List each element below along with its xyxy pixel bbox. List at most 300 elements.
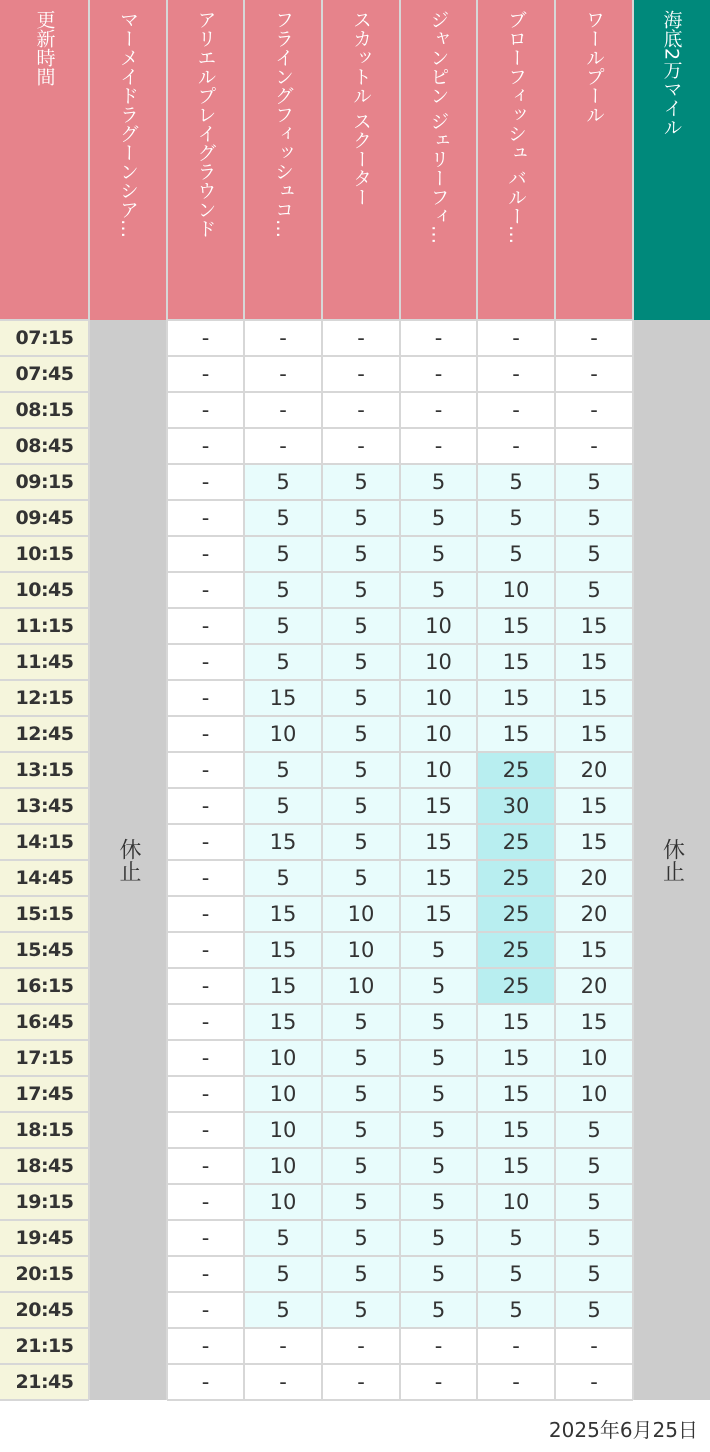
row-divider [0,859,89,861]
wait-time-cell: 5 [322,608,400,644]
wait-time-cell: 5 [322,1256,400,1292]
row-divider [0,499,89,501]
wait-time-cell: 5 [400,1004,477,1040]
row-divider [0,1327,89,1329]
row-divider [167,1363,633,1365]
time-cell: 18:15 [0,1112,89,1148]
attraction-name: スカットル スクーター [350,10,372,207]
column-header-attraction [322,0,400,320]
time-cell: 13:15 [0,752,89,788]
wait-time-cell: 5 [244,572,322,608]
wait-time-cell: 15 [477,680,555,716]
wait-time-cell: 10 [244,1112,322,1148]
attraction-name: マーメイドラグーンシア … [116,10,140,300]
wait-time-cell: 5 [322,500,400,536]
wait-time-cell: - [244,428,322,464]
wait-time-cell: 10 [400,644,477,680]
wait-time-cell: 5 [322,1112,400,1148]
row-divider [0,571,89,573]
wait-time-cell: 5 [322,860,400,896]
time-cell: 09:15 [0,464,89,500]
wait-time-cell: 10 [322,968,400,1004]
wait-time-cell: 10 [477,572,555,608]
column-header-attraction [244,0,322,320]
wait-time-cell: 5 [322,1040,400,1076]
row-divider [0,1147,89,1149]
wait-time-cell: 15 [244,932,322,968]
wait-time-cell: 5 [400,1112,477,1148]
wait-time-cell: - [244,356,322,392]
closed-status-block: 休止 [633,320,710,1400]
wait-time-cell: 5 [322,1184,400,1220]
row-divider [0,355,89,357]
wait-time-cell: 5 [555,536,633,572]
row-divider [167,643,633,645]
wait-time-cell: - [322,356,400,392]
wait-time-cell: 5 [555,1220,633,1256]
row-divider [167,751,633,753]
row-divider [0,427,89,429]
wait-time-cell: 5 [555,572,633,608]
wait-time-cell: 10 [400,680,477,716]
wait-time-cell: - [167,1004,244,1040]
wait-time-cell: 5 [244,500,322,536]
attraction-name: 海底2万マイル [660,10,683,137]
row-divider [0,679,89,681]
row-divider [167,463,633,465]
wait-time-cell: 10 [555,1040,633,1076]
wait-time-cell: 15 [555,824,633,860]
wait-time-cell: - [322,428,400,464]
wait-time-cell: 5 [322,716,400,752]
wait-time-cell: 15 [555,716,633,752]
column-divider [166,0,168,1400]
wait-time-cell: - [244,1364,322,1400]
row-divider [0,751,89,753]
row-divider [0,715,89,717]
wait-time-cell: 25 [477,824,555,860]
row-divider [0,1075,89,1077]
wait-time-cell: 5 [322,752,400,788]
wait-time-cell: 5 [322,680,400,716]
wait-time-cell: - [244,392,322,428]
wait-time-cell: - [167,716,244,752]
wait-time-cell: - [477,320,555,356]
row-divider [167,571,633,573]
wait-time-cell: 5 [244,1256,322,1292]
column-divider [321,0,323,1400]
wait-time-cell: 5 [555,1292,633,1328]
wait-time-cell: 5 [322,1148,400,1184]
column-header-time [0,0,89,320]
column-divider [243,0,245,1400]
wait-time-cell: 25 [477,860,555,896]
time-cell: 08:15 [0,392,89,428]
row-divider [167,895,633,897]
column-header-label: 更新時間 [33,10,56,86]
attraction-name: フライングフィッシュコ … [271,10,295,300]
column-divider [88,0,90,1400]
wait-time-cell: - [167,1184,244,1220]
column-header-attraction [633,0,710,320]
column-header-attraction [400,0,477,320]
wait-time-cell: 5 [322,644,400,680]
wait-time-cell: 10 [400,752,477,788]
column-header-attraction [89,0,167,320]
row-divider [167,967,633,969]
row-divider [167,1003,633,1005]
wait-time-cell: 20 [555,896,633,932]
time-cell: 17:15 [0,1040,89,1076]
wait-time-cell: 15 [555,680,633,716]
wait-time-cell: - [477,1328,555,1364]
wait-time-cell: 25 [477,932,555,968]
row-divider [167,1039,633,1041]
wait-time-cell: - [167,680,244,716]
wait-time-cell: 5 [244,788,322,824]
row-divider [167,1111,633,1113]
wait-time-cell: - [167,356,244,392]
wait-time-cell: - [167,536,244,572]
wait-time-cell: - [322,392,400,428]
row-divider [167,391,633,393]
time-cell: 11:15 [0,608,89,644]
wait-time-cell: 5 [555,1184,633,1220]
row-divider [0,463,89,465]
wait-time-cell: - [555,320,633,356]
wait-time-cell: 5 [244,536,322,572]
wait-time-cell: 5 [400,1076,477,1112]
wait-time-cell: 5 [400,932,477,968]
wait-time-cell: 5 [322,536,400,572]
wait-time-cell: 25 [477,752,555,788]
row-divider [167,679,633,681]
time-cell: 19:45 [0,1220,89,1256]
row-divider [0,787,89,789]
wait-time-cell: 5 [244,860,322,896]
row-divider [167,787,633,789]
wait-time-cell: - [167,1364,244,1400]
wait-time-cell: - [167,428,244,464]
attraction-name: ブローフィッシュ バルー … [504,10,528,300]
wait-time-cell: 15 [244,824,322,860]
wait-time-cell: - [167,788,244,824]
wait-time-cell: 10 [322,932,400,968]
wait-time-cell: 10 [244,716,322,752]
wait-time-cell: 5 [400,968,477,1004]
wait-time-cell: - [477,392,555,428]
wait-time-cell: - [322,1328,400,1364]
wait-time-cell: 10 [400,716,477,752]
wait-time-cell: 15 [477,644,555,680]
wait-time-cell: - [555,428,633,464]
column-header-attraction [477,0,555,320]
update-date: 2025年6月25日 [548,1418,698,1442]
time-cell: 10:45 [0,572,89,608]
wait-time-cell: 10 [477,1184,555,1220]
row-divider [167,607,633,609]
wait-time-cell: 5 [322,1076,400,1112]
row-divider [167,427,633,429]
wait-time-cell: 10 [244,1076,322,1112]
wait-time-cell: 15 [477,1112,555,1148]
wait-time-cell: - [322,1364,400,1400]
wait-time-cell: 15 [400,860,477,896]
wait-time-cell: - [555,1364,633,1400]
wait-time-cell: 5 [322,464,400,500]
wait-time-cell: 5 [400,1184,477,1220]
row-divider [0,1255,89,1257]
wait-time-cell: 15 [555,1004,633,1040]
wait-time-cell: 5 [555,1148,633,1184]
wait-time-cell: - [555,356,633,392]
wait-time-cell: 30 [477,788,555,824]
wait-time-cell: 10 [244,1148,322,1184]
wait-time-cell: 15 [400,824,477,860]
wait-time-cell: 15 [400,896,477,932]
wait-time-cell: 5 [322,572,400,608]
wait-time-cell: - [167,608,244,644]
row-divider [0,391,89,393]
time-cell: 20:15 [0,1256,89,1292]
time-cell: 15:15 [0,896,89,932]
time-cell: 14:45 [0,860,89,896]
wait-time-cell: - [167,968,244,1004]
time-cell: 07:45 [0,356,89,392]
wait-time-cell: - [167,464,244,500]
wait-time-cell: 5 [244,464,322,500]
wait-time-cell: 10 [244,1184,322,1220]
column-header-attraction [167,0,244,320]
wait-time-cell: - [167,500,244,536]
wait-time-cell: 5 [477,1292,555,1328]
wait-time-cell: - [400,428,477,464]
wait-time-cell: 5 [244,1292,322,1328]
wait-time-cell: 25 [477,896,555,932]
wait-time-cell: - [167,1220,244,1256]
row-divider [0,607,89,609]
wait-time-cell: - [167,896,244,932]
row-divider [167,1255,633,1257]
time-cell: 15:45 [0,932,89,968]
row-divider [167,1327,633,1329]
wait-time-cell: 15 [477,1040,555,1076]
wait-time-cell: 15 [244,1004,322,1040]
wait-time-cell: 15 [400,788,477,824]
wait-time-cell: 5 [555,1256,633,1292]
row-divider [0,535,89,537]
wait-time-cell: 15 [555,644,633,680]
wait-time-cell: - [167,752,244,788]
column-divider [476,0,478,1400]
time-cell: 10:15 [0,536,89,572]
wait-time-cell: 10 [555,1076,633,1112]
row-divider [0,1039,89,1041]
row-divider [167,499,633,501]
wait-time-cell: 5 [400,500,477,536]
time-cell: 21:15 [0,1328,89,1364]
wait-time-cell: 5 [400,1292,477,1328]
time-cell: 08:45 [0,428,89,464]
wait-time-cell: 5 [400,464,477,500]
wait-time-cell: 5 [477,1256,555,1292]
wait-time-cell: 10 [400,608,477,644]
wait-time-cell: 25 [477,968,555,1004]
attraction-name: アリエルプレイグラウンド [194,10,217,238]
wait-time-cell: - [555,392,633,428]
wait-time-cell: 5 [477,464,555,500]
wait-time-cell: 5 [400,1220,477,1256]
wait-time-cell: - [167,860,244,896]
wait-time-cell: 5 [244,752,322,788]
wait-time-cell: 5 [322,1004,400,1040]
wait-time-cell: - [167,644,244,680]
wait-time-cell: - [167,1328,244,1364]
row-divider [167,355,633,357]
wait-time-cell: 5 [477,1220,555,1256]
time-cell: 14:15 [0,824,89,860]
wait-time-cell: - [167,932,244,968]
wait-time-cell: 15 [244,680,322,716]
wait-time-cell: - [322,320,400,356]
wait-time-cell: 5 [477,500,555,536]
time-cell: 17:45 [0,1076,89,1112]
attraction-name: ワールプール [583,10,605,124]
wait-time-cell: 15 [244,968,322,1004]
wait-time-cell: - [167,1256,244,1292]
row-divider [167,1219,633,1221]
time-cell: 21:45 [0,1364,89,1400]
wait-time-cell: - [167,1076,244,1112]
wait-time-cell: 20 [555,860,633,896]
wait-time-cell: - [400,356,477,392]
wait-time-cell: 15 [477,608,555,644]
wait-time-cell: - [167,1148,244,1184]
wait-time-cell: 15 [555,608,633,644]
time-cell: 11:45 [0,644,89,680]
attraction-name: ジャンピン ジェリーフィ … [427,10,451,300]
row-divider [0,1183,89,1185]
wait-time-cell: - [167,1112,244,1148]
wait-time-cell: 5 [244,1220,322,1256]
row-divider [0,1111,89,1113]
wait-time-cell: 5 [555,464,633,500]
wait-time-cell: 15 [477,1004,555,1040]
wait-time-cell: 5 [322,788,400,824]
wait-time-cell: - [244,1328,322,1364]
row-divider [167,1291,633,1293]
wait-time-cell: - [400,1328,477,1364]
wait-time-cell: - [167,320,244,356]
wait-time-cell: - [167,572,244,608]
time-cell: 12:15 [0,680,89,716]
wait-time-cell: 5 [322,1292,400,1328]
row-divider [167,823,633,825]
column-divider [632,0,634,1400]
wait-time-cell: 15 [477,716,555,752]
wait-time-cell: 15 [555,788,633,824]
wait-time-cell: - [555,1328,633,1364]
row-divider [167,1183,633,1185]
wait-time-cell: 5 [400,1256,477,1292]
row-divider [0,319,89,321]
row-divider [0,1219,89,1221]
row-divider [0,1399,89,1401]
column-divider [399,0,401,1400]
time-cell: 16:15 [0,968,89,1004]
wait-time-cell: - [400,1364,477,1400]
wait-time-cell: 15 [477,1148,555,1184]
wait-time-cell: - [477,428,555,464]
wait-time-cell: 5 [400,536,477,572]
row-divider [167,535,633,537]
row-divider [167,1075,633,1077]
wait-time-cell: 10 [322,896,400,932]
row-divider [0,931,89,933]
wait-time-cell: 5 [400,1148,477,1184]
row-divider [0,1363,89,1365]
row-divider [0,1291,89,1293]
wait-time-cell: 15 [555,932,633,968]
wait-time-cell: 5 [400,572,477,608]
row-divider [167,859,633,861]
wait-time-cell: - [400,320,477,356]
wait-time-cell: - [167,1040,244,1076]
time-cell: 12:45 [0,716,89,752]
wait-time-cell: 5 [244,608,322,644]
wait-time-cell: 5 [244,644,322,680]
row-divider [167,715,633,717]
wait-time-cell: - [167,392,244,428]
row-divider [167,1399,633,1401]
wait-time-cell: 5 [322,824,400,860]
row-divider [167,931,633,933]
row-divider [0,643,89,645]
row-divider [0,895,89,897]
column-divider [554,0,556,1400]
wait-time-cell: - [167,1292,244,1328]
wait-time-cell: - [167,824,244,860]
time-cell: 07:15 [0,320,89,356]
wait-time-cell: 15 [477,1076,555,1112]
time-cell: 09:45 [0,500,89,536]
row-divider [167,1147,633,1149]
wait-time-cell: - [400,392,477,428]
time-cell: 13:45 [0,788,89,824]
wait-time-cell: 5 [555,1112,633,1148]
time-cell: 19:15 [0,1184,89,1220]
wait-time-cell: 5 [477,536,555,572]
wait-time-cell: - [477,356,555,392]
closed-status-block: 休止 [89,320,167,1400]
wait-time-cell: 5 [555,500,633,536]
wait-time-cell: 10 [244,1040,322,1076]
wait-time-cell: - [244,320,322,356]
column-header-attraction [555,0,633,320]
time-cell: 20:45 [0,1292,89,1328]
row-divider [0,823,89,825]
wait-time-cell: 5 [322,1220,400,1256]
wait-time-cell: 20 [555,968,633,1004]
row-divider [167,319,633,321]
row-divider [0,967,89,969]
wait-time-cell: - [477,1364,555,1400]
wait-time-cell: 15 [244,896,322,932]
time-cell: 16:45 [0,1004,89,1040]
wait-time-cell: 20 [555,752,633,788]
time-cell: 18:45 [0,1148,89,1184]
wait-time-cell: 5 [400,1040,477,1076]
